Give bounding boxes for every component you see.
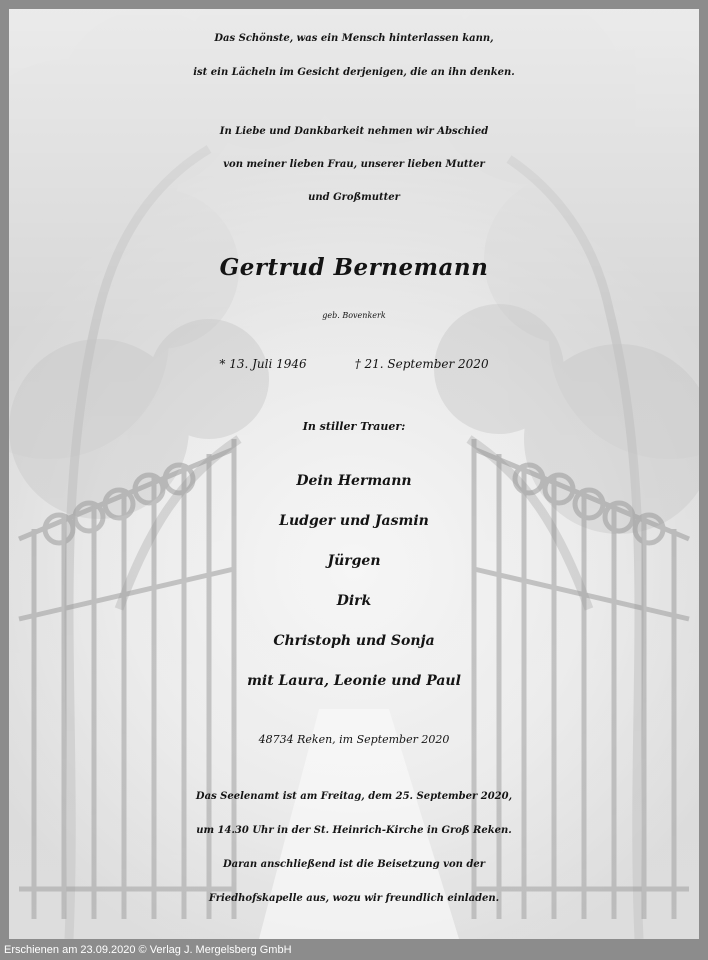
family-member: Dein Hermann [296, 473, 412, 489]
quote-line-2: ist ein Lächeln im Gesicht derjenigen, die an ihn denken. [193, 67, 515, 78]
family-member: Ludger und Jasmin [279, 513, 429, 529]
family-member: Jürgen [327, 553, 381, 569]
service-line-4: Friedhofskapelle aus, wozu wir freundlich einladen. [208, 893, 500, 904]
service-line-1: Das Seelenamt ist am Freitag, dem 25. September 2020, [195, 791, 513, 802]
family-member: Dirk [336, 593, 372, 609]
obituary-card [9, 9, 699, 939]
service-line-3: Daran anschließend ist die Beisetzung von der [223, 859, 485, 870]
intro-line-1: In Liebe und Dankbarkeit nehmen wir Abschied [219, 126, 489, 137]
life-dates [9, 357, 699, 371]
publication-footer: Erschienen am 23.09.2020 © Verlag J. Mergelsberg GmbH [4, 944, 292, 956]
family-member: Christoph und Sonja [273, 633, 435, 649]
mourning-heading: In stiller Trauer: [302, 420, 406, 433]
birth-date: * 13. Juli 1946 [219, 357, 307, 371]
death-date: † 21. September 2020 [354, 357, 489, 371]
place-date: 48734 Reken, im September 2020 [258, 733, 450, 746]
intro-line-3: und Großmutter [308, 192, 400, 203]
deceased-name: Gertrud Bernemann [219, 254, 489, 281]
intro-line-2: von meiner lieben Frau, unserer lieben Mutter [223, 159, 485, 170]
maiden-name: geb. Bovenkerk [322, 311, 386, 320]
service-line-2: um 14.30 Uhr in der St. Heinrich-Kirche in Groß Reken. [196, 825, 512, 836]
quote-line-1: Das Schönste, was ein Mensch hinterlassen kann, [214, 33, 494, 44]
family-member: mit Laura, Leonie und Paul [247, 673, 461, 689]
